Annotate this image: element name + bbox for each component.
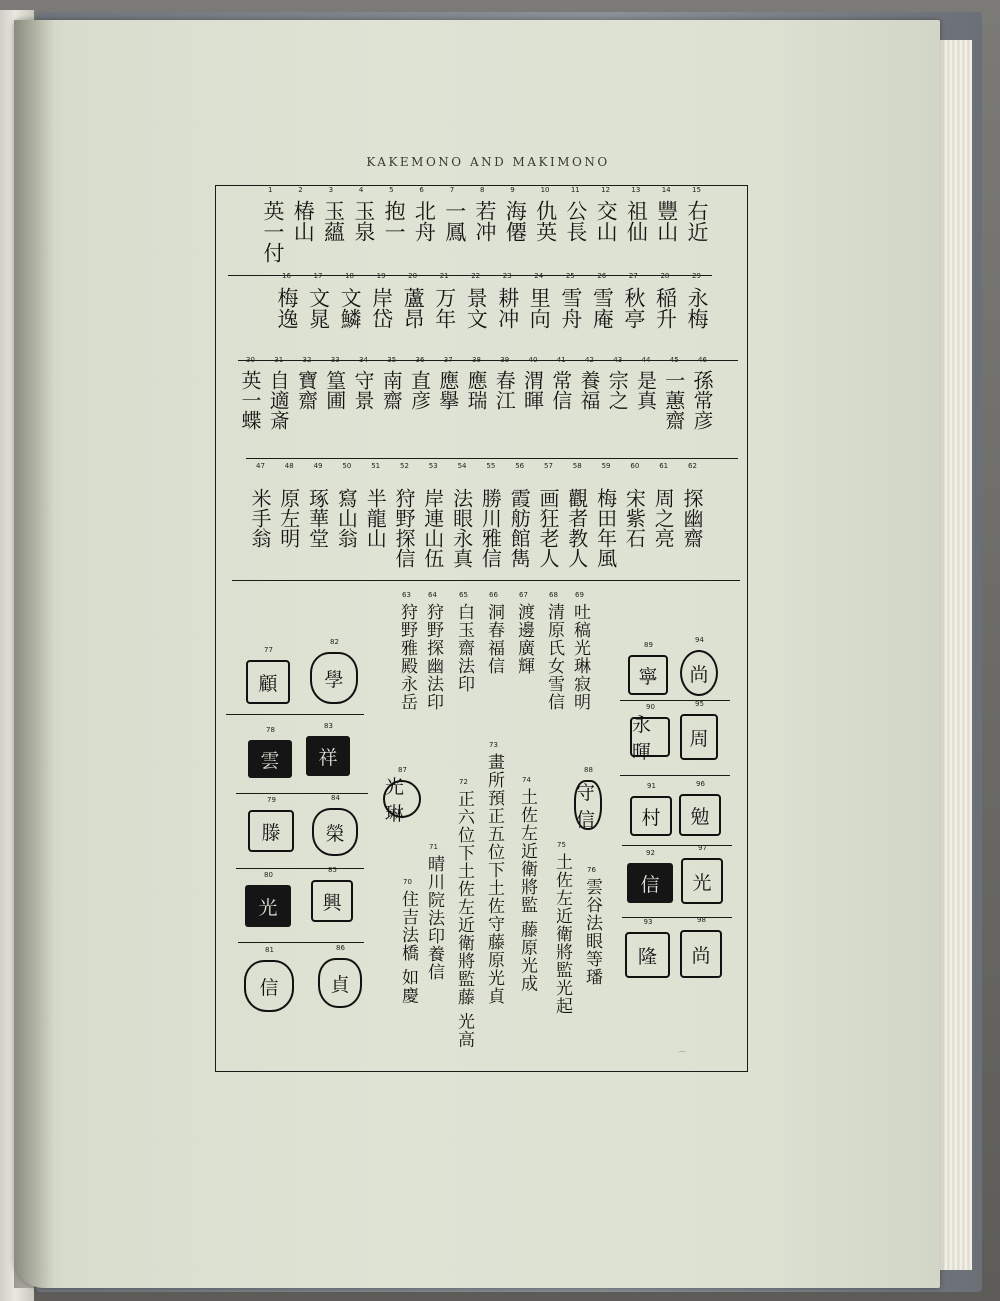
signature-number: 38: [472, 356, 481, 364]
signature-number: 41: [556, 356, 566, 364]
seal-number: 77: [264, 646, 273, 654]
seal-number: 89: [644, 641, 653, 649]
signature-number: 15: [692, 186, 701, 194]
artist-inscription: 晴川院法印養信: [424, 855, 444, 981]
artist-signature: 宋紫石: [622, 488, 647, 548]
signature-number: 42: [585, 356, 594, 364]
signature-number: 39: [500, 356, 510, 364]
seal-number: 85: [328, 866, 337, 874]
seal-impression: [306, 736, 350, 776]
seal-character: 貞: [330, 973, 350, 996]
signature-number: 5: [389, 186, 394, 194]
artist-signature: 稲升: [653, 287, 678, 329]
artist-signature: 宗之: [605, 370, 630, 410]
seal-number: 87: [398, 766, 407, 774]
artist-signature: 若冲: [473, 200, 497, 242]
artist-signature: 梅逸: [275, 287, 299, 329]
seal-impression: [625, 932, 670, 978]
seal-number: 84: [331, 794, 340, 802]
inscription-number: 73: [489, 741, 498, 749]
signature-number: 11: [570, 186, 580, 194]
seal-character: 祥: [318, 746, 338, 769]
artist-signature: 交山: [594, 200, 619, 242]
artist-inscription: 雲谷法眼等璠: [582, 878, 602, 986]
artist-signature: 周之亮: [651, 488, 676, 548]
artist-signature: 玉蘊: [321, 200, 346, 242]
seal-impression: [630, 714, 670, 763]
seal-character: 隆: [637, 945, 657, 968]
artist-inscription: 畫所預正五位下土佐守藤原光貞: [484, 753, 504, 1005]
seal-row-divider: [226, 714, 364, 715]
artist-signature: 耕冲: [495, 287, 520, 329]
seal-impression: [627, 863, 673, 903]
signature-number: 3: [328, 186, 334, 194]
artist-signature: 琢華堂: [305, 488, 330, 548]
artist-signature: 直彦: [407, 370, 432, 410]
signature-number: 35: [387, 356, 397, 364]
seal-row-divider: [620, 775, 730, 776]
seal-impression: [680, 714, 718, 760]
seal-row-divider: [236, 793, 368, 794]
seal-character: 學: [324, 668, 344, 691]
signature-number: 61: [659, 462, 669, 470]
artist-signature: 雪庵: [590, 287, 615, 329]
inscription-number: 74: [522, 776, 531, 784]
artist-inscription: 渡邊廣輝: [514, 603, 534, 675]
artist-signature: 豐山: [654, 200, 679, 242]
artist-inscription: 住吉法橋 如慶: [398, 890, 418, 1005]
artist-inscription: 土佐左近衛將監光起: [552, 853, 572, 1015]
signature-number: 37: [443, 356, 453, 364]
signature-number: 20: [408, 272, 418, 280]
signature-number: 31: [274, 356, 284, 364]
inscription-number: 75: [557, 841, 566, 849]
seal-character: 滕: [261, 821, 281, 844]
seal-row-divider: [622, 845, 732, 846]
artist-signature: 應瑞: [464, 370, 488, 410]
seal-character: 光: [692, 871, 712, 894]
seal-character: 永暉: [632, 714, 652, 763]
artist-signature: 公長: [563, 200, 588, 242]
signature-number: 26: [597, 272, 607, 280]
seal-impression: [310, 652, 358, 704]
inscription-number: 67: [519, 591, 528, 599]
artist-inscription: 狩野探幽法印: [423, 603, 443, 711]
seal-row-divider: [236, 868, 364, 869]
signature-number: 44: [641, 356, 651, 364]
signature-number: 1: [268, 186, 273, 194]
page-header: [0, 155, 1000, 169]
signature-number: 32: [302, 356, 312, 364]
artist-signature: 里向: [527, 287, 552, 329]
artist-signature: 英一付: [261, 200, 285, 263]
artist-signature: 祖仙: [624, 200, 649, 242]
artist-signature: 椿山: [291, 200, 316, 242]
signature-number: 62: [688, 462, 697, 470]
seal-character: 尚: [691, 944, 711, 967]
row-divider-4: [232, 580, 740, 581]
artist-signature: 南齋: [379, 370, 404, 410]
artist-signature: 法眼永真: [449, 488, 474, 568]
seal-number: 80: [264, 871, 273, 879]
header-title: KAKEMONO AND MAKIMONO: [366, 155, 610, 169]
artist-signature: 梅田年風: [593, 488, 618, 568]
seal-number: 92: [646, 849, 655, 857]
inscription-number: 69: [575, 591, 584, 599]
inscription-number: 70: [403, 878, 412, 886]
artist-signature: 一鳳: [442, 200, 467, 242]
artist-inscription: 狩野雅殿永岳: [397, 603, 417, 711]
seal-impression: [679, 794, 721, 836]
artist-signature: 英一蝶: [238, 370, 262, 430]
signature-number: 56: [515, 462, 525, 470]
signature-number: 48: [284, 462, 294, 470]
seal-impression: [245, 885, 291, 927]
signature-number: 18: [345, 272, 354, 280]
inscription-number: 63: [402, 591, 411, 599]
artist-signature: 蘆昂: [401, 287, 426, 329]
seal-character: 興: [322, 891, 342, 914]
artist-signature: 霞舫館雋: [507, 488, 532, 568]
artist-signature: 万年: [432, 287, 457, 329]
seal-character: 信: [259, 976, 279, 999]
row-divider-3: [246, 458, 738, 459]
artist-signature: 狩野探信: [392, 488, 416, 568]
inscription-number: 66: [489, 591, 498, 599]
seal-impression: [246, 660, 290, 704]
seal-row-divider: [620, 700, 730, 701]
signature-number: 58: [572, 462, 582, 470]
inscription-number: 68: [549, 591, 558, 599]
signature-number: 54: [457, 462, 467, 470]
artist-signature: 探幽齋: [680, 488, 704, 548]
artist-signature: 米手翁: [248, 488, 272, 548]
signature-number: 52: [400, 462, 409, 470]
row-divider-1: [228, 275, 712, 276]
row-divider-2: [238, 360, 738, 361]
seal-number: 94: [695, 636, 704, 644]
seal-character: 顧: [258, 672, 278, 695]
seal-number: 83: [324, 722, 333, 730]
signature-number: 50: [342, 462, 352, 470]
seal-impression: [311, 880, 353, 922]
artist-signature: 岸岱: [369, 287, 394, 329]
artist-signature: 養福: [577, 370, 601, 410]
signature-number: 51: [371, 462, 381, 470]
seal-number: 81: [265, 946, 274, 954]
signature-number: 57: [544, 462, 553, 470]
page-gutter-shadow: [14, 20, 54, 1288]
seal-character: 尚: [689, 663, 709, 686]
artist-signature: 常信: [548, 370, 573, 410]
seal-impression: [628, 655, 668, 695]
artist-signature: 秋亭: [621, 287, 646, 329]
seal-row-divider: [622, 917, 732, 918]
seal-number: 79: [267, 796, 276, 804]
artist-signature: 岸連山伍: [420, 488, 445, 568]
signature-number: 34: [359, 356, 368, 364]
signature-number: 10: [540, 186, 550, 194]
signature-number: 55: [486, 462, 496, 470]
artist-signature: 半龍山: [363, 488, 388, 548]
seal-impression: [680, 930, 722, 978]
artist-signature: 應擧: [435, 370, 460, 410]
seal-character: 雲: [260, 749, 280, 772]
seal-impression: [248, 740, 292, 778]
seal-number: 95: [695, 700, 704, 708]
seal-character: 村: [641, 806, 661, 829]
signature-number: 19: [376, 272, 386, 280]
artist-inscription: 洞春福信: [484, 603, 504, 675]
artist-signature: 篁圃: [322, 370, 347, 410]
signature-number: 8: [480, 186, 485, 194]
artist-inscription: 吐稿光琳寂明: [570, 603, 590, 711]
signature-number: 2: [298, 186, 303, 194]
inscription-number: 76: [587, 866, 596, 874]
signature-number: 40: [528, 356, 538, 364]
artist-inscription: 正六位下土佐左近衛將監藤 光高: [454, 790, 474, 1049]
seal-character: 守信: [576, 782, 596, 831]
signature-number: 28: [660, 272, 670, 280]
seal-number: 86: [336, 944, 345, 952]
seal-character: 榮: [325, 822, 345, 845]
signature-number: 17: [313, 272, 323, 280]
pencil-mark: ⌒: [678, 1051, 686, 1060]
seal-number: 78: [266, 726, 275, 734]
artist-inscription: 土佐左近衛將監 藤原光成: [517, 788, 537, 993]
seal-impression: [318, 958, 362, 1008]
artist-signature: 守景: [351, 370, 375, 410]
artist-signature: 文鱗: [338, 287, 363, 329]
signature-number: 53: [428, 462, 438, 470]
seal-number: 93: [643, 918, 653, 926]
signature-number: 23: [502, 272, 512, 280]
artist-signature: 抱一: [382, 200, 407, 242]
signature-number: 9: [510, 186, 515, 194]
inscription-number: 71: [429, 843, 438, 851]
seal-number: 97: [698, 844, 707, 852]
seal-impression: [312, 808, 358, 856]
artist-signature: 雪舟: [558, 287, 583, 329]
artist-signature: 春江: [492, 370, 517, 410]
artist-signature: 寶齋: [294, 370, 319, 410]
seal-impression: [681, 858, 723, 904]
seal-impression: [630, 796, 672, 836]
artist-signature: 渭暉: [520, 370, 545, 410]
seal-impression: [680, 650, 718, 696]
signature-number: 21: [439, 272, 449, 280]
signature-number: 46: [698, 356, 707, 364]
artist-signature: 自適斎: [266, 370, 291, 430]
signature-number: 47: [256, 462, 265, 470]
artist-signature: 仇英: [533, 200, 558, 242]
seal-number: 90: [646, 703, 655, 711]
seal-character: 信: [640, 873, 660, 896]
seal-number: 91: [647, 782, 656, 790]
artist-signature: 画狂老人: [536, 488, 560, 568]
signature-number: 22: [471, 272, 481, 280]
signature-number: 16: [282, 272, 291, 280]
inscription-number: 72: [459, 778, 468, 786]
seal-number: 98: [697, 916, 706, 924]
seal-number: 96: [696, 780, 705, 788]
signature-number: 36: [415, 356, 425, 364]
seal-impression: [383, 776, 421, 825]
signature-number: 7: [449, 186, 455, 194]
artist-signature: 文晁: [306, 287, 331, 329]
artist-signature: 景文: [464, 287, 489, 329]
artist-signature: 孫常彦: [690, 370, 714, 430]
artist-signature: 觀者教人: [564, 488, 589, 568]
signature-number: 13: [631, 186, 641, 194]
signature-number: 43: [613, 356, 623, 364]
signature-number: 6: [419, 186, 424, 194]
artist-signature: 寫山翁: [334, 488, 359, 548]
seal-row-divider: [238, 942, 364, 943]
artist-signature: 玉泉: [351, 200, 376, 242]
seal-character: 光琳: [385, 776, 405, 825]
seal-impression: [574, 780, 602, 830]
signature-number: 27: [628, 272, 638, 280]
signature-number: 14: [661, 186, 671, 194]
artist-signature: 勝川雅信: [478, 488, 503, 568]
signature-number: 29: [692, 272, 701, 280]
artist-inscription: 清原氏女雪信: [544, 603, 564, 711]
artist-signature: 海僊: [503, 200, 528, 242]
seal-character: 周: [689, 727, 709, 750]
signature-number: 60: [630, 462, 640, 470]
signature-number: 25: [565, 272, 575, 280]
signature-number: 59: [601, 462, 611, 470]
signature-number: 45: [669, 356, 679, 364]
artist-signature: 是真: [633, 370, 658, 410]
seal-impression: [244, 960, 294, 1012]
signature-number: 33: [330, 356, 340, 364]
seal-impression: [248, 810, 294, 852]
artist-signature: 原左明: [276, 488, 301, 548]
signature-number: 24: [534, 272, 544, 280]
signature-number: 49: [313, 462, 323, 470]
signature-number: 30: [246, 356, 255, 364]
inscription-number: 64: [428, 591, 437, 599]
artist-signature: 北舟: [412, 200, 437, 242]
seal-number: 88: [584, 766, 593, 774]
seal-character: 寧: [638, 665, 658, 688]
inscription-number: 65: [459, 591, 468, 599]
signature-number: 4: [358, 186, 364, 194]
artist-signature: 永梅: [685, 287, 709, 329]
seal-character: 光: [258, 896, 278, 919]
signature-number: 12: [601, 186, 611, 194]
seal-character: 勉: [690, 805, 710, 828]
artist-signature: 右近: [685, 200, 709, 242]
artist-inscription: 白玉齋法印: [454, 603, 474, 693]
seal-number: 82: [330, 638, 339, 646]
artist-signature: 一蕙齋: [661, 370, 686, 430]
